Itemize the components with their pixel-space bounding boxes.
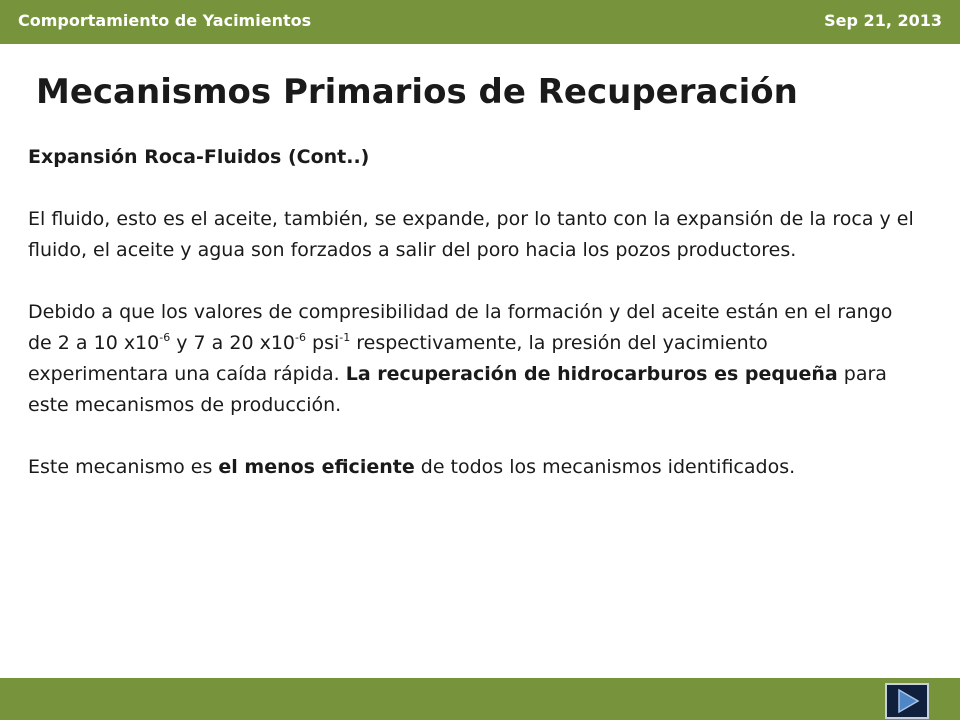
paragraph-compressibility — [28, 297, 914, 421]
text-segment: de todos los mecanismos identificados. — [414, 456, 796, 478]
text-segment: Debido a que los valores de compresibilidad de la formación y del aceite están en el rango de 2 a 10 x10 — [28, 301, 893, 354]
text-segment: para este mecanismos de producción. — [28, 363, 887, 416]
slide-date: Sep 21, 2013 — [824, 11, 942, 30]
exponent: -6 — [159, 330, 171, 344]
next-slide-button[interactable] — [885, 683, 929, 719]
paragraph-expansion: El fluido, esto es el aceite, también, se expande, por lo tanto con la expansión de la roca y el fluido, el aceite y agua son forzados a salir del poro hacia los pozos productores. — [28, 208, 914, 261]
text-segment: Este mecanismo es — [28, 456, 219, 478]
slide-title: Mecanismos Primarios de Recuperación — [36, 72, 798, 112]
bold-emphasis: La recuperación de hidrocarburos es pequeña — [345, 363, 838, 385]
play-triangle-icon — [892, 687, 922, 715]
text-segment: y 7 a 20 x10 — [170, 332, 295, 354]
text-segment: psi — [305, 332, 340, 354]
slide-body — [28, 142, 914, 514]
paragraph-efficiency — [28, 452, 914, 483]
header-bar — [0, 0, 960, 44]
text-segment: respectivamente, la presión del yacimiento experimentara una caída rápida. — [28, 332, 768, 385]
exponent: -1 — [339, 330, 351, 344]
footer-bar — [0, 678, 960, 720]
bold-emphasis: el menos eficiente — [218, 456, 415, 478]
exponent: -6 — [295, 330, 306, 344]
section-subtitle: Expansión Roca-Fluidos (Cont..) — [28, 146, 370, 168]
course-title: Comportamiento de Yacimientos — [18, 11, 312, 30]
